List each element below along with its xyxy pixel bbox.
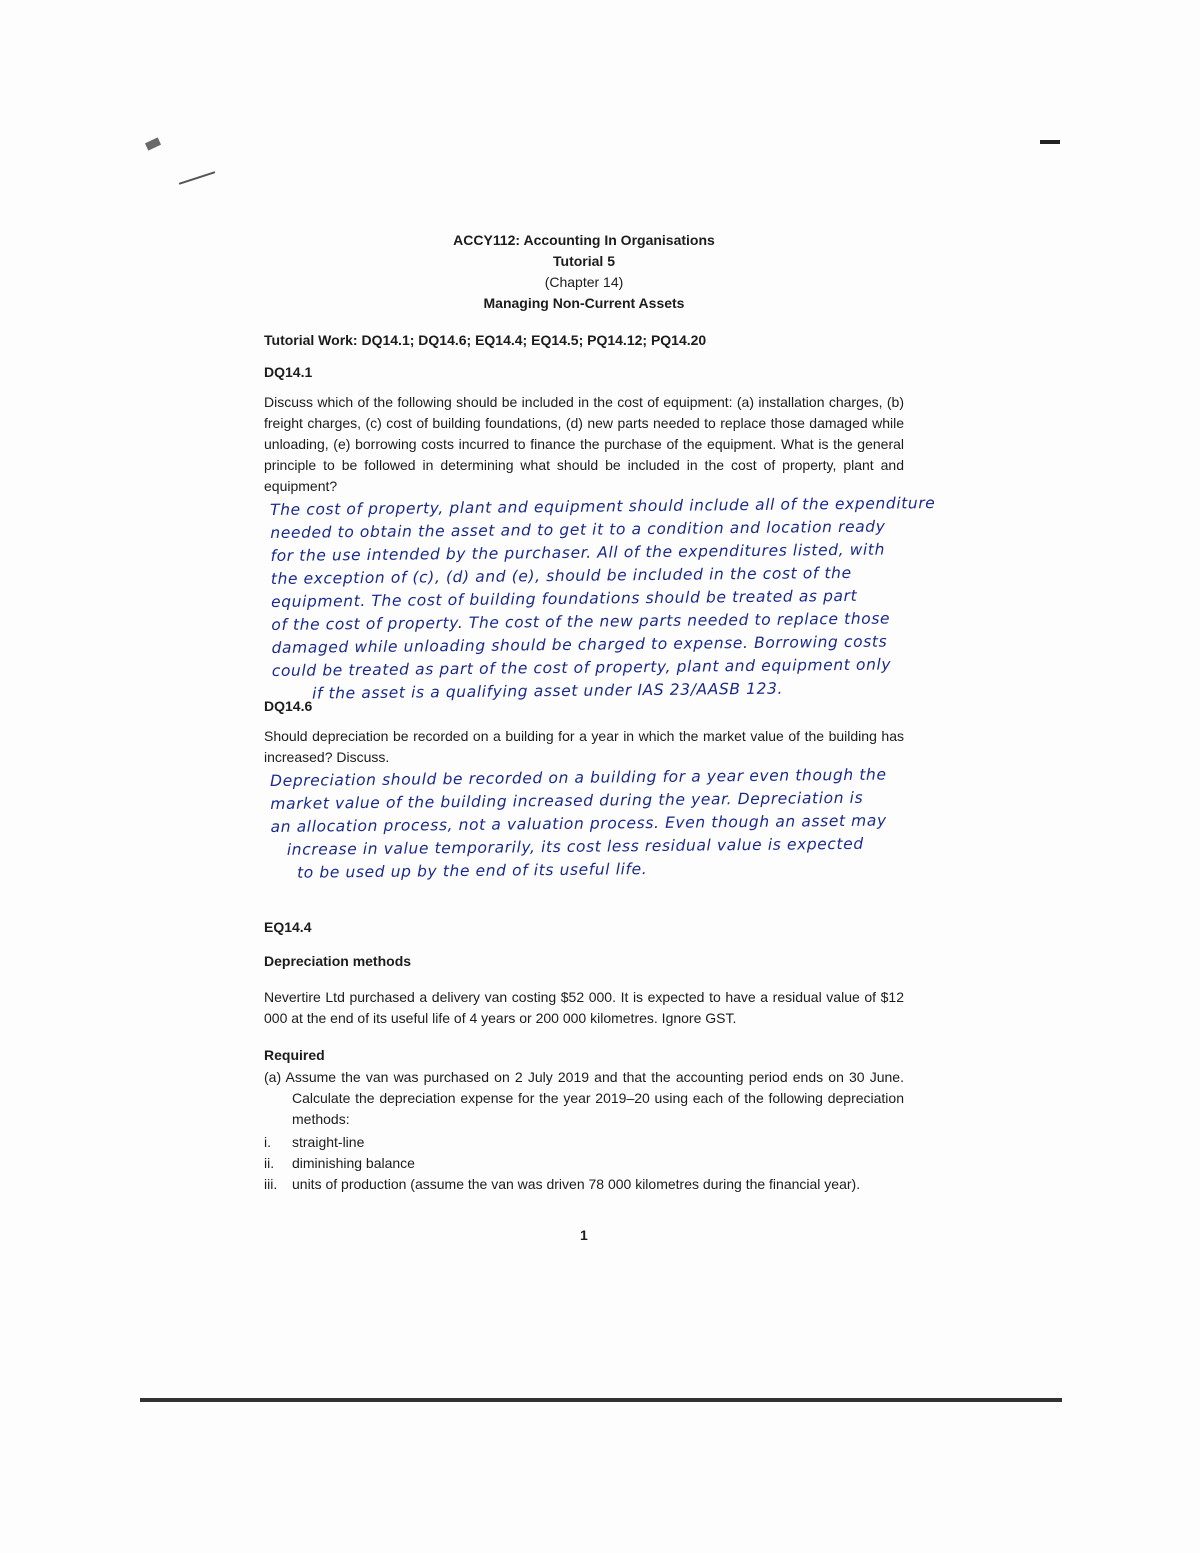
answer-line: for the use intended by the purchaser. All of the expenditures listed, with	[270, 540, 886, 565]
document-body	[264, 230, 936, 1195]
answer-line: if the asset is a qualifying asset under IAS 23/AASB 123.	[311, 679, 784, 703]
required-label: Required	[264, 1047, 325, 1063]
handwritten-answer	[270, 492, 936, 706]
answer-line: the exception of (c), (d) and (e), should be included in the cost of the	[270, 563, 852, 588]
required-part-a: (a) Assume the van was purchased on 2 July 2019 and that the accounting period ends on 30 June. Calculate the depreciation expense for the year 2019–20 using each of the following depreciation methods:	[264, 1069, 904, 1127]
handwritten-answer	[270, 763, 905, 885]
tutorial-work-list: Tutorial Work: DQ14.1; DQ14.6; EQ14.4; EQ14.5; PQ14.12; PQ14.20	[264, 332, 707, 348]
scan-edge	[140, 1398, 1062, 1402]
question-text: Discuss which of the following should be included in the cost of equipment: (a) installation charges, (b) freight charges, (c) cost of building foundations, (d) new parts needed to replace those damaged while unloading, (e) borrowing costs incurred to finance the purchase of the equipment. What is the general principle to be followed in determining what should be included in the cost of property, plant and equipment?	[264, 394, 904, 494]
answer-line: equipment. The cost of building foundations should be treated as part	[270, 586, 858, 611]
pen-stroke	[179, 171, 216, 185]
list-text: straight-line	[292, 1134, 365, 1150]
scan-mark	[145, 137, 161, 150]
list-number: i.	[264, 1134, 271, 1150]
answer-line: The cost of property, plant and equipment should include all of the expenditure	[270, 494, 936, 519]
question-heading: DQ14.1	[264, 364, 313, 380]
list-number: ii.	[264, 1155, 275, 1171]
course-title: ACCY112: Accounting In Organisations	[453, 232, 715, 248]
answer-line: needed to obtain the asset and to get it to a condition and location ready	[270, 517, 886, 542]
answer-line: damaged while unloading should be charged to expense. Borrowing costs	[271, 632, 888, 657]
topic-title: Managing Non-Current Assets	[483, 295, 685, 311]
tutorial-title: Tutorial 5	[553, 253, 615, 269]
answer-line: market value of the building increased during the year. Depreciation is	[270, 788, 864, 813]
answer-line: increase in value temporarily, its cost less residual value is expected	[286, 834, 864, 859]
question-text: Nevertire Ltd purchased a delivery van costing $52 000. It is expected to have a residual value of $12 000 at the end of its useful life of 4 years or 200 000 kilometres. Ignore GST.	[264, 989, 904, 1026]
answer-line: an allocation process, not a valuation process. Even though an asset may	[270, 811, 887, 836]
answer-line: of the cost of property. The cost of the new parts needed to replace those	[271, 609, 891, 634]
chapter-label: (Chapter 14)	[544, 274, 624, 290]
list-text: units of production (assume the van was driven 78 000 kilometres during the financial year).	[292, 1176, 861, 1192]
question-text: Should depreciation be recorded on a building for a year in which the market value of the building has increased? Discuss.	[264, 728, 904, 765]
question-heading: EQ14.4	[264, 919, 312, 935]
doc-header	[264, 230, 904, 314]
scan-edge	[1040, 140, 1060, 144]
answer-line: to be used up by the end of its useful life.	[296, 860, 648, 882]
method-list	[264, 1132, 904, 1195]
list-item	[264, 1174, 904, 1195]
list-item	[264, 1153, 904, 1174]
list-item	[264, 1132, 904, 1153]
question-heading: DQ14.6	[264, 698, 313, 714]
section-subheading: Depreciation methods	[264, 953, 412, 969]
answer-line: could be treated as part of the cost of property, plant and equipment only	[271, 655, 892, 680]
list-number: iii.	[264, 1176, 278, 1192]
page-number: 1	[580, 1227, 588, 1243]
list-text: diminishing balance	[292, 1155, 415, 1171]
answer-line: Depreciation should be recorded on a building for a year even though the	[270, 765, 887, 790]
